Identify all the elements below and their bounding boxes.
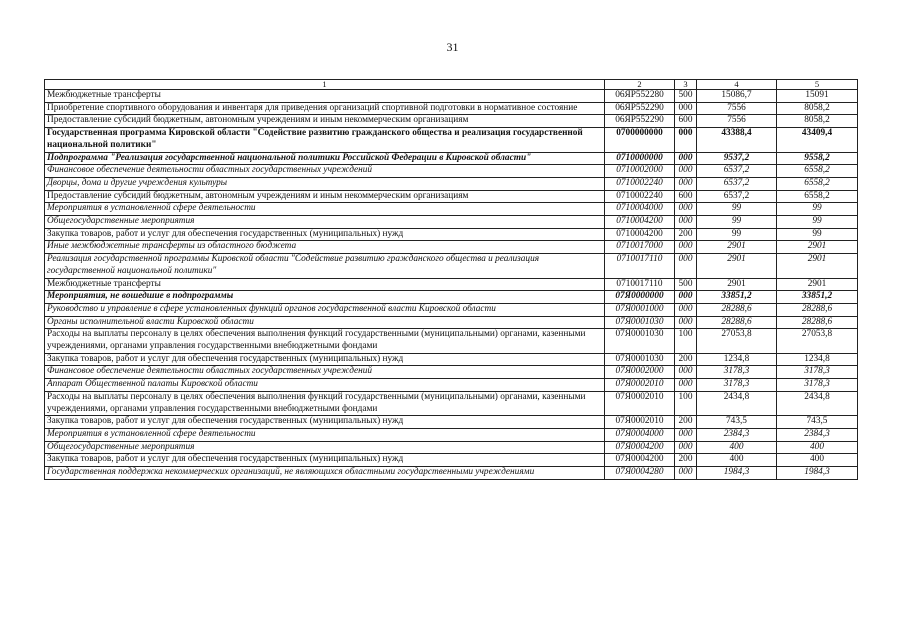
row-type-cell: 200 xyxy=(675,416,697,429)
row-value-2025-cell: 3178,3 xyxy=(697,366,777,379)
row-name-cell: Подпрограмма "Реализация государственной национальной политики Российской Федерации в Кировской области" xyxy=(45,152,605,165)
row-value-2025-cell: 7556 xyxy=(697,115,777,128)
row-value-2025-cell: 43388,4 xyxy=(697,128,777,152)
row-value-2025-cell: 99 xyxy=(697,203,777,216)
row-name-cell: Финансовое обеспечение деятельности областных государственных учреждений xyxy=(45,366,605,379)
row-value-2025-cell: 1984,3 xyxy=(697,467,777,480)
row-code-cell: 06ЯР552280 xyxy=(605,90,675,103)
row-type-cell: 000 xyxy=(675,366,697,379)
table-row xyxy=(45,90,858,103)
table-header-row xyxy=(45,80,858,90)
table-row xyxy=(45,428,858,441)
row-code-cell: 0710002240 xyxy=(605,190,675,203)
table-row xyxy=(45,467,858,480)
row-value-2026-cell: 8058,2 xyxy=(777,115,858,128)
header-col-4: 4 xyxy=(697,80,777,90)
header-col-5: 5 xyxy=(777,80,858,90)
row-code-cell: 07Я0000000 xyxy=(605,291,675,304)
row-value-2026-cell: 8058,2 xyxy=(777,102,858,115)
row-type-cell: 000 xyxy=(675,379,697,392)
row-code-cell: 0700000000 xyxy=(605,128,675,152)
table-row xyxy=(45,391,858,415)
row-type-cell: 100 xyxy=(675,329,697,353)
row-value-2026-cell: 2434,8 xyxy=(777,391,858,415)
row-name-cell: Мероприятия в установленной сфере деятельности xyxy=(45,203,605,216)
row-name-cell: Закупка товаров, работ и услуг для обеспечения государственных (муниципальных) нужд xyxy=(45,353,605,366)
row-code-cell: 0710004200 xyxy=(605,216,675,229)
row-type-cell: 100 xyxy=(675,391,697,415)
table-row xyxy=(45,228,858,241)
row-value-2025-cell: 743,5 xyxy=(697,416,777,429)
row-name-cell: Мероприятия, не вошедшие в подпрограммы xyxy=(45,291,605,304)
row-value-2025-cell: 2901 xyxy=(697,254,777,278)
row-code-cell: 0710017110 xyxy=(605,278,675,291)
row-value-2026-cell: 6558,2 xyxy=(777,190,858,203)
row-type-cell: 000 xyxy=(675,128,697,152)
row-value-2025-cell: 15086,7 xyxy=(697,90,777,103)
row-code-cell: 07Я0002010 xyxy=(605,379,675,392)
row-value-2026-cell: 2901 xyxy=(777,278,858,291)
row-code-cell: 07Я0002010 xyxy=(605,391,675,415)
row-type-cell: 000 xyxy=(675,203,697,216)
row-type-cell: 200 xyxy=(675,353,697,366)
row-value-2025-cell: 2901 xyxy=(697,241,777,254)
row-value-2026-cell: 99 xyxy=(777,203,858,216)
row-code-cell: 07Я0002000 xyxy=(605,366,675,379)
row-type-cell: 200 xyxy=(675,454,697,467)
row-value-2025-cell: 3178,3 xyxy=(697,379,777,392)
row-code-cell: 07Я0001030 xyxy=(605,316,675,329)
row-type-cell: 600 xyxy=(675,190,697,203)
row-type-cell: 000 xyxy=(675,216,697,229)
row-value-2026-cell: 99 xyxy=(777,216,858,229)
row-name-cell: Дворцы, дома и другие учреждения культуры xyxy=(45,177,605,190)
row-value-2026-cell: 1234,8 xyxy=(777,353,858,366)
table-row xyxy=(45,303,858,316)
row-type-cell: 000 xyxy=(675,291,697,304)
row-code-cell: 0710004200 xyxy=(605,228,675,241)
row-name-cell: Расходы на выплаты персоналу в целях обеспечения выполнения функций государственными (муниципальными) органами, казенными учреждениями, органами управления государственными внебюджетными фондами xyxy=(45,329,605,353)
table-row xyxy=(45,128,858,152)
page-number: 31 xyxy=(446,40,459,54)
row-name-cell: Межбюджетные трансферты xyxy=(45,278,605,291)
row-value-2026-cell: 28288,6 xyxy=(777,303,858,316)
row-code-cell: 07Я0004280 xyxy=(605,467,675,480)
row-name-cell: Предоставление субсидий бюджетным, автономным учреждениям и иным некоммерческим организациям xyxy=(45,190,605,203)
table-row xyxy=(45,441,858,454)
row-name-cell: Реализация государственной программы Кировской области "Содействие развитию гражданского общества и реализация государственной национальной политики" xyxy=(45,254,605,278)
row-value-2026-cell: 400 xyxy=(777,454,858,467)
row-value-2026-cell: 28288,6 xyxy=(777,316,858,329)
row-value-2026-cell: 2901 xyxy=(777,241,858,254)
row-value-2026-cell: 27053,8 xyxy=(777,329,858,353)
row-name-cell: Межбюджетные трансферты xyxy=(45,90,605,103)
row-value-2025-cell: 400 xyxy=(697,454,777,467)
row-type-cell: 000 xyxy=(675,428,697,441)
table-row xyxy=(45,316,858,329)
table-row xyxy=(45,416,858,429)
row-value-2026-cell: 33851,2 xyxy=(777,291,858,304)
row-value-2026-cell: 43409,4 xyxy=(777,128,858,152)
row-code-cell: 07Я0001000 xyxy=(605,303,675,316)
table-row xyxy=(45,454,858,467)
row-type-cell: 500 xyxy=(675,278,697,291)
row-code-cell: 07Я0004000 xyxy=(605,428,675,441)
row-type-cell: 000 xyxy=(675,152,697,165)
row-value-2025-cell: 28288,6 xyxy=(697,316,777,329)
row-value-2026-cell: 9558,2 xyxy=(777,152,858,165)
row-value-2025-cell: 1234,8 xyxy=(697,353,777,366)
row-code-cell: 07Я0004200 xyxy=(605,441,675,454)
row-code-cell: 0710002240 xyxy=(605,177,675,190)
table-row xyxy=(45,353,858,366)
row-type-cell: 000 xyxy=(675,303,697,316)
header-col-1: 1 xyxy=(45,80,605,90)
row-value-2025-cell: 6537,2 xyxy=(697,165,777,178)
row-value-2025-cell: 2901 xyxy=(697,278,777,291)
table-row xyxy=(45,165,858,178)
row-name-cell: Государственная программа Кировской области "Содействие развитию гражданского общества и реализация государственной национальной политики" xyxy=(45,128,605,152)
row-value-2026-cell: 3178,3 xyxy=(777,379,858,392)
row-code-cell: 0710017110 xyxy=(605,254,675,278)
row-code-cell: 0710017000 xyxy=(605,241,675,254)
row-code-cell: 07Я0001030 xyxy=(605,353,675,366)
header-col-2: 2 xyxy=(605,80,675,90)
row-type-cell: 500 xyxy=(675,90,697,103)
table-row xyxy=(45,241,858,254)
row-name-cell: Финансовое обеспечение деятельности областных государственных учреждений xyxy=(45,165,605,178)
row-type-cell: 000 xyxy=(675,102,697,115)
row-type-cell: 000 xyxy=(675,254,697,278)
row-value-2026-cell: 6558,2 xyxy=(777,165,858,178)
table-row xyxy=(45,152,858,165)
row-value-2026-cell: 743,5 xyxy=(777,416,858,429)
row-code-cell: 07Я0001030 xyxy=(605,329,675,353)
row-name-cell: Мероприятия в установленной сфере деятельности xyxy=(45,428,605,441)
table-row xyxy=(45,379,858,392)
row-value-2026-cell: 1984,3 xyxy=(777,467,858,480)
row-type-cell: 000 xyxy=(675,316,697,329)
row-value-2025-cell: 400 xyxy=(697,441,777,454)
row-value-2025-cell: 2434,8 xyxy=(697,391,777,415)
row-value-2025-cell: 27053,8 xyxy=(697,329,777,353)
row-code-cell: 06ЯР552290 xyxy=(605,102,675,115)
row-name-cell: Закупка товаров, работ и услуг для обеспечения государственных (муниципальных) нужд xyxy=(45,228,605,241)
table-row xyxy=(45,190,858,203)
table-row xyxy=(45,254,858,278)
table-row xyxy=(45,102,858,115)
row-value-2025-cell: 99 xyxy=(697,216,777,229)
row-value-2025-cell: 33851,2 xyxy=(697,291,777,304)
table-row xyxy=(45,278,858,291)
table-row xyxy=(45,115,858,128)
row-type-cell: 000 xyxy=(675,177,697,190)
row-value-2025-cell: 6537,2 xyxy=(697,190,777,203)
table-row xyxy=(45,329,858,353)
row-type-cell: 000 xyxy=(675,467,697,480)
row-type-cell: 000 xyxy=(675,241,697,254)
row-code-cell: 0710000000 xyxy=(605,152,675,165)
row-type-cell: 000 xyxy=(675,165,697,178)
row-name-cell: Общегосударственные мероприятия xyxy=(45,216,605,229)
row-name-cell: Иные межбюджетные трансферты из областного бюджета xyxy=(45,241,605,254)
row-value-2025-cell: 99 xyxy=(697,228,777,241)
row-name-cell: Расходы на выплаты персоналу в целях обеспечения выполнения функций государственными (муниципальными) органами, казенными учреждениями, органами управления государственными внебюджетными фондами xyxy=(45,391,605,415)
row-name-cell: Закупка товаров, работ и услуг для обеспечения государственных (муниципальных) нужд xyxy=(45,416,605,429)
row-value-2026-cell: 99 xyxy=(777,228,858,241)
row-code-cell: 07Я0004200 xyxy=(605,454,675,467)
row-type-cell: 600 xyxy=(675,115,697,128)
row-value-2026-cell: 2384,3 xyxy=(777,428,858,441)
row-value-2026-cell: 3178,3 xyxy=(777,366,858,379)
row-type-cell: 200 xyxy=(675,228,697,241)
row-name-cell: Предоставление субсидий бюджетным, автономным учреждениям и иным некоммерческим организациям xyxy=(45,115,605,128)
row-name-cell: Руководство и управление в сфере установленных функций органов государственной власти Кировской области xyxy=(45,303,605,316)
budget-table xyxy=(44,79,858,480)
row-value-2026-cell: 2901 xyxy=(777,254,858,278)
row-value-2026-cell: 15091 xyxy=(777,90,858,103)
row-code-cell: 07Я0002010 xyxy=(605,416,675,429)
table-row xyxy=(45,291,858,304)
row-value-2025-cell: 28288,6 xyxy=(697,303,777,316)
row-code-cell: 0710004000 xyxy=(605,203,675,216)
row-code-cell: 0710002000 xyxy=(605,165,675,178)
row-value-2025-cell: 6537,2 xyxy=(697,177,777,190)
row-value-2025-cell: 9537,2 xyxy=(697,152,777,165)
row-name-cell: Приобретение спортивного оборудования и инвентаря для приведения организаций спортивной подготовки в нормативное состояние xyxy=(45,102,605,115)
table-row xyxy=(45,203,858,216)
row-value-2026-cell: 400 xyxy=(777,441,858,454)
budget-table-body xyxy=(45,80,858,480)
row-value-2025-cell: 7556 xyxy=(697,102,777,115)
header-col-3: 3 xyxy=(675,80,697,90)
row-name-cell: Общегосударственные мероприятия xyxy=(45,441,605,454)
row-value-2026-cell: 6558,2 xyxy=(777,177,858,190)
row-name-cell: Закупка товаров, работ и услуг для обеспечения государственных (муниципальных) нужд xyxy=(45,454,605,467)
row-name-cell: Органы исполнительной власти Кировской области xyxy=(45,316,605,329)
row-type-cell: 000 xyxy=(675,441,697,454)
table-row xyxy=(45,216,858,229)
table-row xyxy=(45,366,858,379)
row-name-cell: Государственная поддержка некоммерческих организаций, не являющихся областными государственными учреждениями xyxy=(45,467,605,480)
table-row xyxy=(45,177,858,190)
row-code-cell: 06ЯР552290 xyxy=(605,115,675,128)
row-name-cell: Аппарат Общественной палаты Кировской области xyxy=(45,379,605,392)
row-value-2025-cell: 2384,3 xyxy=(697,428,777,441)
